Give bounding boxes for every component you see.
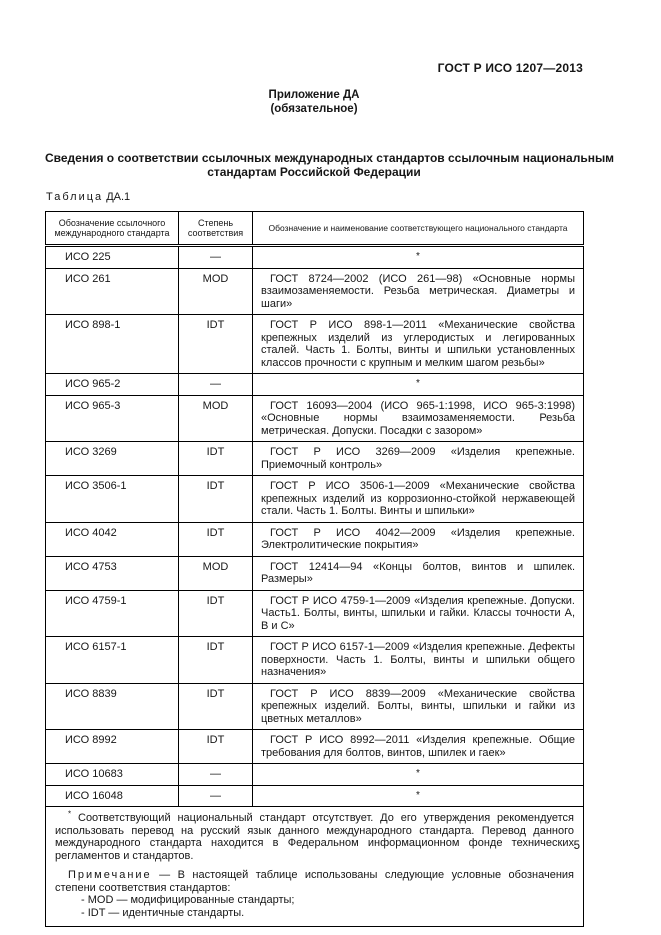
footnote-marker: * xyxy=(68,809,72,819)
iso-cell: ИСО 4042 xyxy=(46,522,179,556)
iso-cell: ИСО 4753 xyxy=(46,556,179,590)
table-row xyxy=(46,764,584,786)
national-standard-cell: ГОСТ Р ИСО 8992—2011 «Изделия крепежные. Общие требования для болтов, винтов, шпилек и гаек» xyxy=(253,730,584,764)
degree-cell: IDT xyxy=(179,442,253,476)
national-standard-cell: ГОСТ 12414—94 «Концы болтов, винтов и шпилек. Размеры» xyxy=(253,556,584,590)
iso-cell: ИСО 8839 xyxy=(46,683,179,730)
national-standard-cell: ГОСТ Р ИСО 898-1—2011 «Механические свойства крепежных изделий из углеродистых и легированных сталей. Часть 1. Болты, винты и шпильки установленных классов прочности с крупным и мелким шагом резьбы» xyxy=(253,315,584,374)
national-standard-cell: ГОСТ Р ИСО 4042—2009 «Изделия крепежные. Электролитические покрытия» xyxy=(253,522,584,556)
appendix-subtitle: (обязательное) xyxy=(270,103,358,115)
national-standard-cell: ГОСТ Р ИСО 3506-1—2009 «Механические свойства крепежных изделий из коррозионно-стойкой нержавеющей стали. Часть 1. Болты. Винты и шпильки» xyxy=(253,476,584,523)
note-item-mod: - MOD — модифицированные стандарты; xyxy=(81,894,295,906)
degree-cell: IDT xyxy=(179,730,253,764)
iso-cell: ИСО 965-3 xyxy=(46,395,179,442)
section-title xyxy=(45,151,615,179)
iso-cell: ИСО 6157-1 xyxy=(46,637,179,684)
iso-cell: ИСО 8992 xyxy=(46,730,179,764)
degree-cell: IDT xyxy=(179,637,253,684)
table-row xyxy=(46,374,584,396)
national-standard-cell: ГОСТ Р ИСО 3269—2009 «Изделия крепежные. Приемочный контроль» xyxy=(253,442,584,476)
national-standard-cell: ГОСТ 8724—2002 (ИСО 261—98) «Основные нормы взаимозаменяемости. Резьба метрическая. Диаметры и шаги» xyxy=(253,268,584,315)
footnote-text: * Соответствующий национальный стандарт отсутствует. До его утверждения рекомендуется использовать перевод на русский язык данного международного стандарта. Перевод данного международного стандарта находится в Федеральном информационном фонде технических регламентов и стандартов. xyxy=(55,809,574,862)
national-standard-cell: ГОСТ 16093—2004 (ИСО 965-1:1998, ИСО 965-3:1998) «Основные нормы взаимозаменяемости. Резьба метрическая. Допуски. Посадки с зазором» xyxy=(253,395,584,442)
degree-cell: — xyxy=(179,764,253,786)
table-row xyxy=(46,522,584,556)
degree-cell: IDT xyxy=(179,590,253,637)
degree-cell: MOD xyxy=(179,556,253,590)
national-standard-cell: ГОСТ Р ИСО 4759-1—2009 «Изделия крепежные. Допуски. Часть1. Болты, винты, шпильки и гайки. Классы точности А, В и С» xyxy=(253,590,584,637)
header-degree: Степень соответствия xyxy=(179,212,253,246)
iso-cell: ИСО 16048 xyxy=(46,785,179,807)
table-row xyxy=(46,246,584,269)
table-footnote-row xyxy=(46,807,584,927)
section-title-line1: Сведения о соответствии ссылочных международных стандартов ссылочным национальным xyxy=(45,151,615,165)
header-national-standard: Обозначение и наименование соответствующего национального стандарта xyxy=(253,212,584,246)
table-row xyxy=(46,785,584,807)
table-caption-number: ДА.1 xyxy=(106,191,131,203)
iso-cell: ИСО 10683 xyxy=(46,764,179,786)
iso-cell: ИСО 898-1 xyxy=(46,315,179,374)
iso-cell: ИСО 4759-1 xyxy=(46,590,179,637)
degree-cell: MOD xyxy=(179,268,253,315)
table-row xyxy=(46,556,584,590)
note-item-idt: - IDT — идентичные стандарты. xyxy=(81,906,245,919)
table-row xyxy=(46,590,584,637)
page-number: 5 xyxy=(573,840,580,852)
table-caption xyxy=(46,191,130,203)
standards-correspondence-table xyxy=(45,211,584,927)
table-caption-word: Таблица xyxy=(46,191,104,203)
table-row xyxy=(46,730,584,764)
national-standard-cell: ГОСТ Р ИСО 6157-1—2009 «Изделия крепежные. Дефекты поверхности. Часть 1. Болты, винты и шпильки общего назначения» xyxy=(253,637,584,684)
note-text: Примечание — В настоящей таблице использованы следующие условные обозначения степени соответствия стандартов: xyxy=(55,869,574,894)
table-row xyxy=(46,268,584,315)
section-title-line2: стандартам Российской Федерации xyxy=(207,165,421,179)
iso-cell: ИСО 3506-1 xyxy=(46,476,179,523)
footnote-cell xyxy=(46,807,584,927)
table-row xyxy=(46,476,584,523)
iso-cell: ИСО 965-2 xyxy=(46,374,179,396)
table-row xyxy=(46,395,584,442)
iso-cell: ИСО 225 xyxy=(46,246,179,269)
note-label: Примечание xyxy=(68,869,152,881)
degree-cell: IDT xyxy=(179,476,253,523)
degree-cell: IDT xyxy=(179,315,253,374)
iso-cell: ИСО 3269 xyxy=(46,442,179,476)
degree-cell: — xyxy=(179,785,253,807)
table-row xyxy=(46,315,584,374)
table-row xyxy=(46,637,584,684)
degree-cell: MOD xyxy=(179,395,253,442)
appendix-heading xyxy=(45,88,583,116)
table-header-row xyxy=(46,212,584,246)
national-standard-cell: * xyxy=(253,374,584,396)
national-standard-cell: * xyxy=(253,785,584,807)
degree-cell: IDT xyxy=(179,522,253,556)
document-code: ГОСТ Р ИСО 1207—2013 xyxy=(437,61,583,75)
header-iso-standard: Обозначение ссылочного международного стандарта xyxy=(46,212,179,246)
degree-cell: IDT xyxy=(179,683,253,730)
iso-cell: ИСО 261 xyxy=(46,268,179,315)
appendix-title: Приложение ДА xyxy=(268,89,360,101)
degree-cell: — xyxy=(179,246,253,269)
national-standard-cell: * xyxy=(253,764,584,786)
table-row xyxy=(46,683,584,730)
table-row xyxy=(46,442,584,476)
national-standard-cell: ГОСТ Р ИСО 8839—2009 «Механические свойства крепежных изделий. Болты, винты, шпильки и гайки из цветных металлов» xyxy=(253,683,584,730)
national-standard-cell: * xyxy=(253,246,584,269)
degree-cell: — xyxy=(179,374,253,396)
